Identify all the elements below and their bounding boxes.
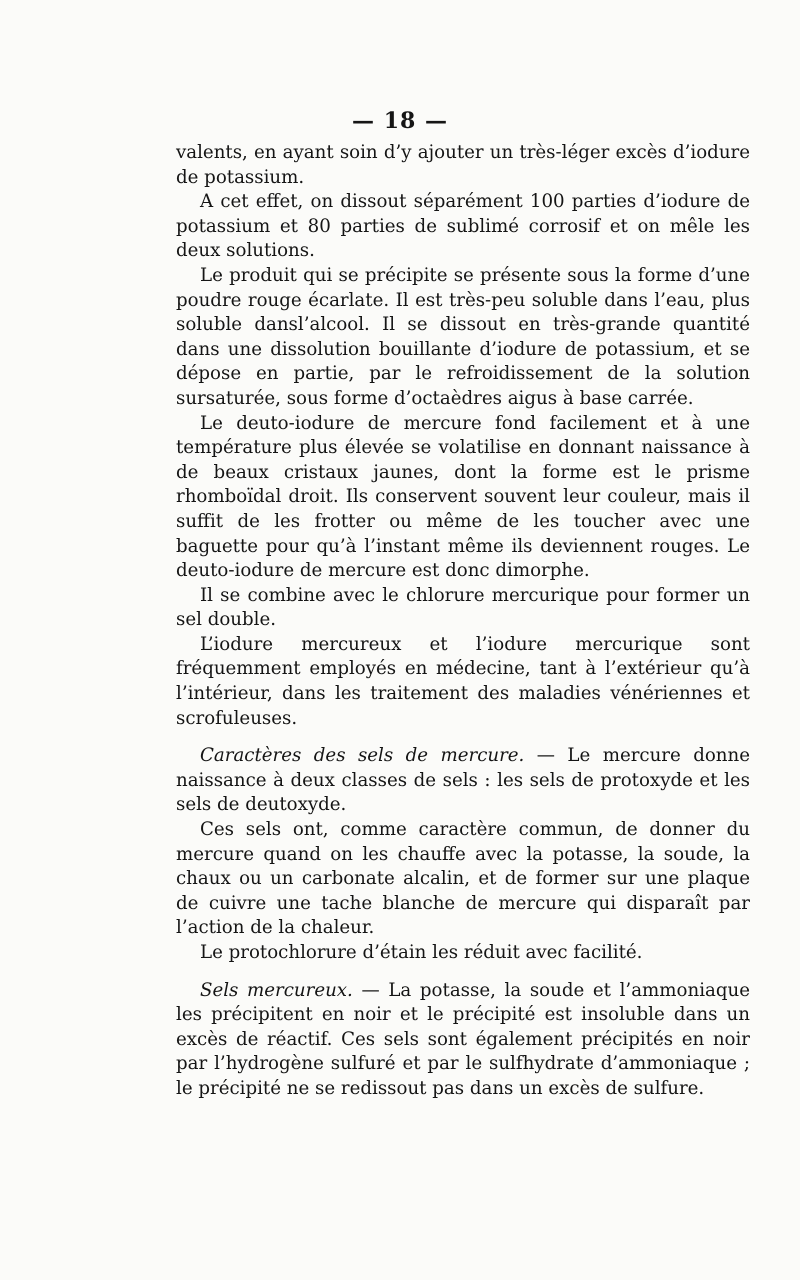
paragraph: L’iodure mercureux et l’iodure mercurique sont fréquemment employés en médecine, tant à l’extérieur qu’à l’intérieur, dans les traitement des maladies vénériennes et scrofuleuses. (176, 633, 750, 729)
section-text: Le mercure donne naissance à deux classes de sels : les sels de protoxyde et les sels de deutoxyde. (176, 745, 750, 816)
body-text (176, 141, 750, 1102)
section-text: La potasse, la soude et l’ammoniaque les précipitent en noir et le précipité est insoluble dans un excès de réactif. Ces sels sont également précipités en noir par l’hydrogène sulfuré et par le sulfhydrate d’ammoniaque ; le précipité ne se redissout pas dans un excès de sulfure. (176, 979, 750, 1099)
paragraph: Ces sels ont, comme caractère commun, de donner du mercure quand on les chauffe avec la potasse, la soude, la chaux ou un carbonate alcalin, et de former sur une plaque de cuivre une tache blanche de mercure qui disparaît par l’action de la chaleur. (176, 819, 750, 939)
section-heading: Sels mercureux. (200, 979, 353, 1001)
section-dash: — (524, 745, 568, 767)
paragraph: Le protochlorure d’étain les réduit avec facilité. (200, 942, 643, 963)
paragraph: valents, en ayant soin d’y ajouter un très-léger excès d’iodure de potassium. (176, 142, 750, 188)
paragraph: Le deuto-iodure de mercure fond facilement et à une température plus élevée se volatilise en donnant naissance à de beaux cristaux jaunes, dont la forme est le prisme rhomboïdal droit. Ils conservent souvent leur couleur, mais il suffit de les frotter ou même de les toucher avec une baguette pour qu’à l’instant même ils deviennent rouges. Le deuto-iodure de mercure est donc dimorphe. (176, 412, 750, 582)
paragraph: Le produit qui se précipite se présente sous la forme d’une poudre rouge écarlate. Il est très-peu soluble dans l’eau, plus soluble dansl’alcool. Il se dissout en très-grande quantité dans une dissolution bouillante d’iodure de potassium, et se dépose en partie, par le refroidissement de la solution sursaturée, sous forme d’octaèdres aigus à base carrée. (176, 264, 750, 409)
paragraph: A cet effet, on dissout séparément 100 parties d’iodure de potassium et 80 parties de sublimé corrosif et on mêle les deux solutions. (176, 191, 750, 262)
section-characters (176, 744, 750, 818)
section-heading: Caractères des sels de mercure. (200, 745, 525, 767)
section-mercurous-salts (176, 979, 750, 1102)
paragraph: Il se combine avec le chlorure mercurique pour former un sel double. (176, 584, 750, 631)
page-number: — 18 — (352, 108, 448, 134)
section-dash: — (352, 979, 389, 1001)
